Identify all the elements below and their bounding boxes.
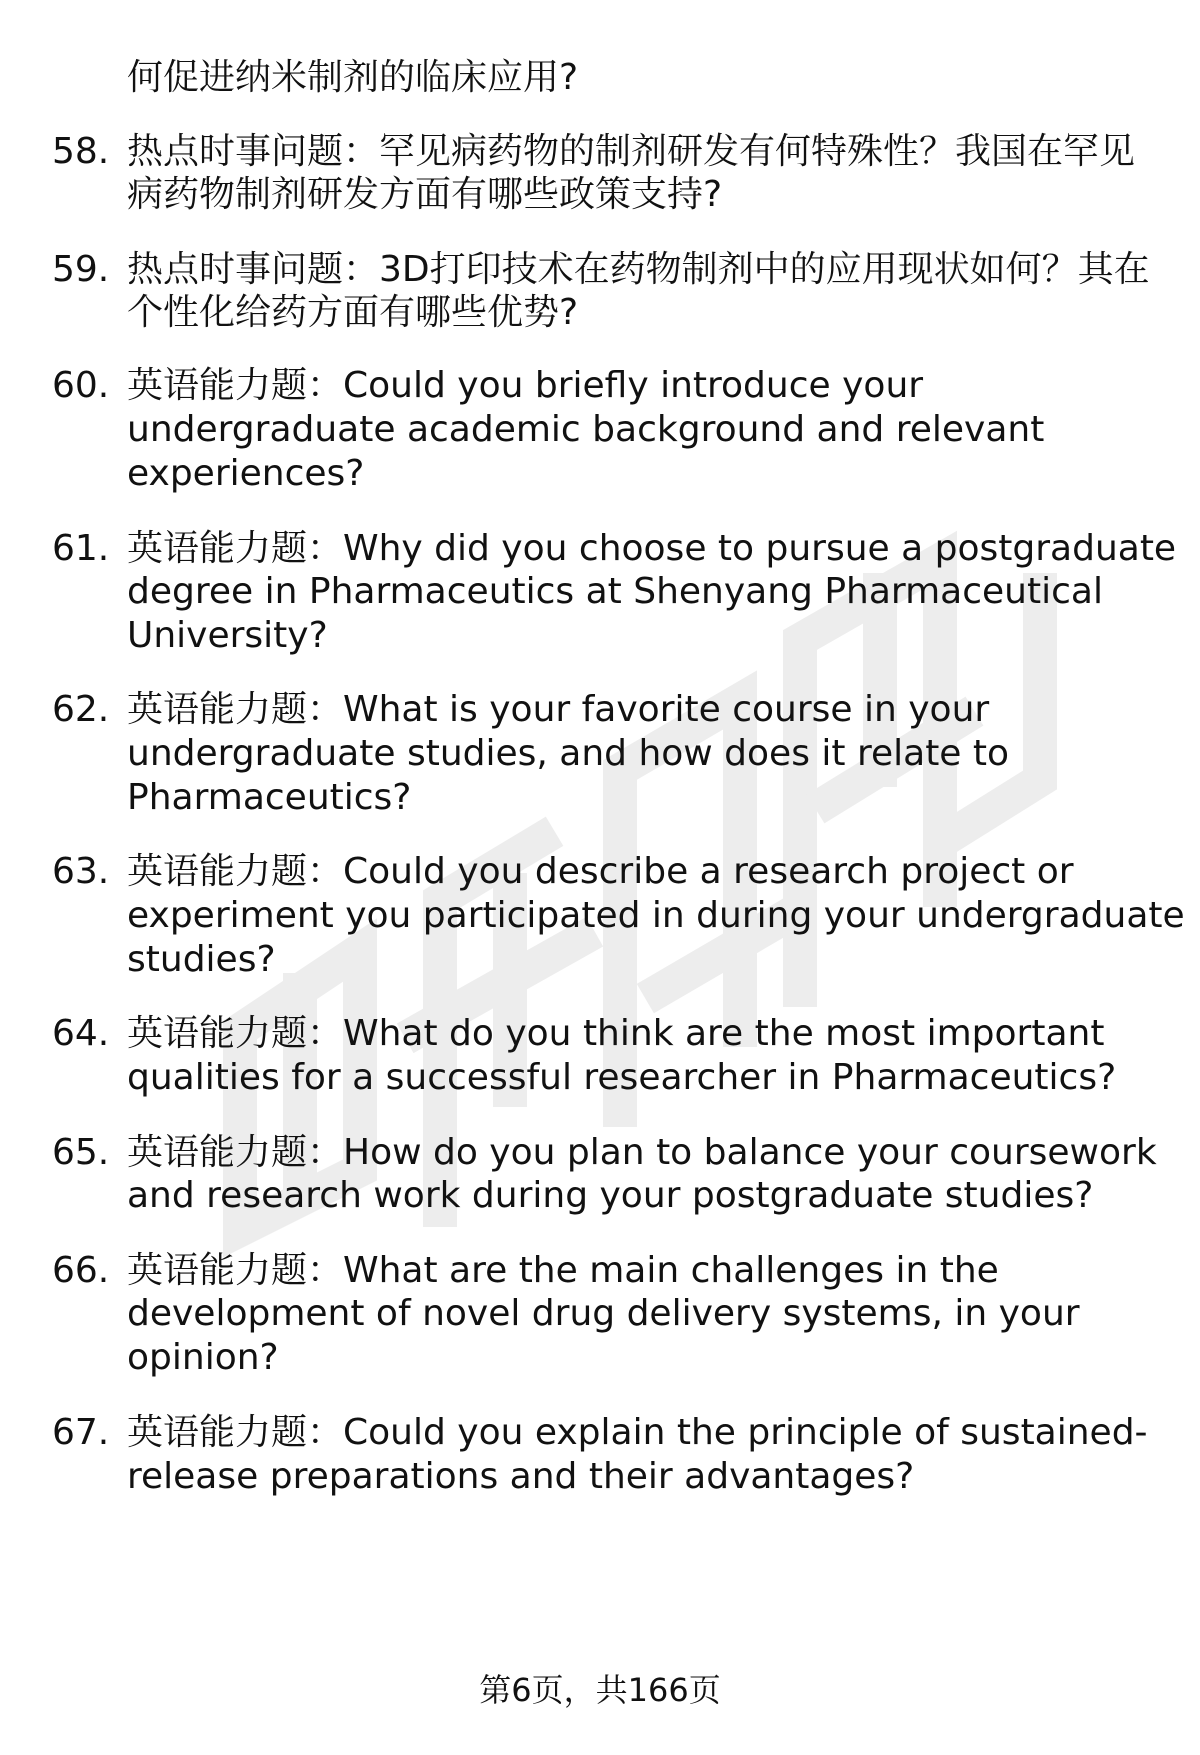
- question-line: 英语能力题：What is your favorite course in your: [127, 689, 990, 730]
- question-line: Pharmaceutics?: [127, 777, 412, 818]
- question-line: experiment you participated in during your undergraduate: [127, 895, 1185, 936]
- question-line: qualities for a successful researcher in Pharmaceutics?: [127, 1057, 1117, 1098]
- question-line: 英语能力题：What are the main challenges in the: [127, 1250, 999, 1291]
- question-line: development of novel drug delivery systems, in your: [127, 1293, 1080, 1334]
- question-line: release preparations and their advantages?: [127, 1456, 915, 1497]
- question-line: studies?: [127, 939, 276, 980]
- question-line: 英语能力题：What do you think are the most important: [127, 1013, 1105, 1054]
- item-number: 66.: [52, 1250, 110, 1291]
- question-line: undergraduate academic background and relevant: [127, 409, 1045, 450]
- continuation-line: 何促进纳米制剂的临床应用?: [127, 57, 579, 98]
- item-number: 63.: [52, 851, 110, 892]
- item-number: 62.: [52, 689, 110, 730]
- question-line: opinion?: [127, 1337, 279, 1378]
- question-line: 英语能力题：Could you describe a research project or: [127, 851, 1074, 892]
- item-number: 60.: [52, 365, 110, 406]
- item-number: 67.: [52, 1412, 110, 1453]
- question-line: 病药物制剂研发方面有哪些政策支持?: [127, 174, 723, 215]
- question-line: 个性化给药方面有哪些优势?: [127, 292, 579, 333]
- question-line: degree in Pharmaceutics at Shenyang Pharmaceutical: [127, 571, 1103, 612]
- question-line: undergraduate studies, and how does it relate to: [127, 733, 1010, 774]
- question-line: and research work during your postgraduate studies?: [127, 1175, 1094, 1216]
- question-line: 热点时事问题：罕见病药物的制剂研发有何特殊性？我国在罕见: [127, 131, 1136, 172]
- question-line: University?: [127, 615, 328, 656]
- item-number: 61.: [52, 528, 110, 569]
- question-line: 热点时事问题：3D打印技术在药物制剂中的应用现状如何？其在: [127, 249, 1150, 290]
- question-line: 英语能力题：How do you plan to balance your coursework: [127, 1132, 1157, 1173]
- item-number: 64.: [52, 1013, 110, 1054]
- item-number: 59.: [52, 249, 110, 290]
- question-line: 英语能力题：Could you explain the principle of sustained-: [127, 1412, 1148, 1453]
- item-number: 58.: [52, 131, 110, 172]
- question-line: experiences?: [127, 453, 365, 494]
- item-number: 65.: [52, 1132, 110, 1173]
- question-line: 英语能力题：Could you briefly introduce your: [127, 365, 924, 406]
- page-footer: 第6页，共166页: [479, 1671, 721, 1709]
- question-line: 英语能力题：Why did you choose to pursue a postgraduate: [127, 528, 1177, 569]
